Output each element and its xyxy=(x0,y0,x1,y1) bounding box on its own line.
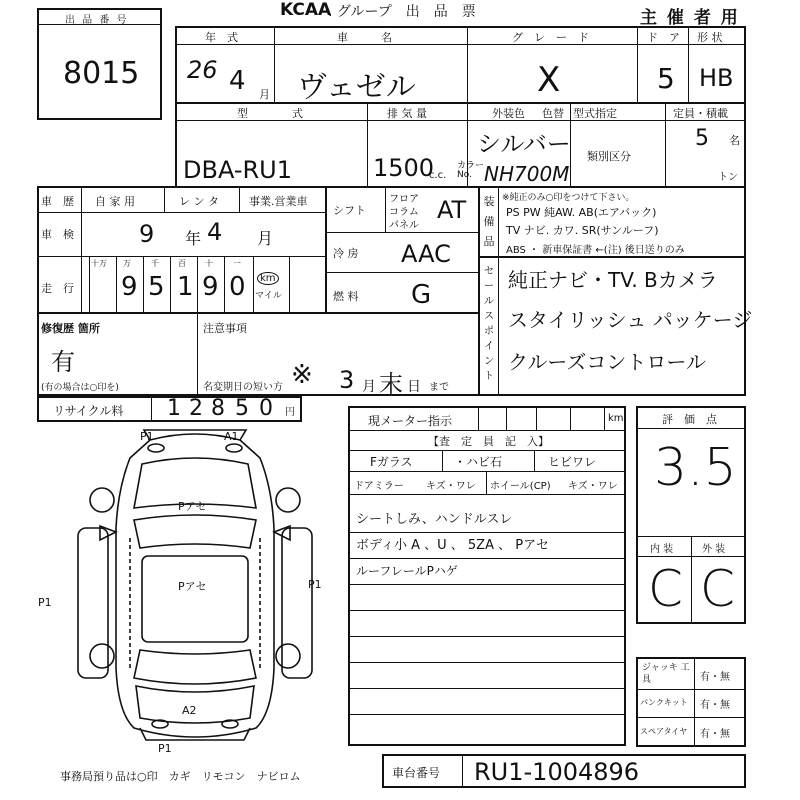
glass-label: Fガラス xyxy=(370,455,413,469)
car-name-label: 車 名 xyxy=(337,31,392,44)
year-label: 年 式 xyxy=(205,31,238,44)
shift-option-column: コラム xyxy=(389,207,419,218)
repair-label: 修復歴 箇所 xyxy=(41,322,100,335)
load-unit: トン xyxy=(718,172,738,183)
mark-top-left: P1 xyxy=(140,430,154,443)
expiry-month: 3 xyxy=(339,366,355,394)
office-note: 事務局預り品は○印 カギ リモコン ナビロム xyxy=(60,770,301,783)
month-value: 4 xyxy=(229,66,246,96)
expiry-day: 末 xyxy=(379,370,403,398)
mileage-unit-1k: 千 xyxy=(151,259,159,268)
capacity-value: 5 xyxy=(695,126,709,151)
wheel-label: ホイール(CP) xyxy=(490,481,551,492)
equipment-block xyxy=(478,186,746,258)
inspection-label: 車 検 xyxy=(41,228,74,241)
meter-unit: km xyxy=(608,413,624,424)
recycle-label: リサイクル料 xyxy=(53,404,124,418)
ac-label: 冷 房 xyxy=(333,247,359,260)
recycle-digit-2: 2 xyxy=(189,396,203,421)
recycle-block xyxy=(37,396,302,422)
chassis-block xyxy=(382,754,746,788)
type-designation-label: 型式指定 xyxy=(573,107,617,120)
displacement-value: 1500 xyxy=(373,154,435,182)
car-name-value: ヴェゼル xyxy=(297,70,416,105)
color-code-value: NH700M xyxy=(484,162,570,186)
accessories-block xyxy=(636,657,746,747)
mark-roof: Pアセ xyxy=(178,580,207,593)
chassis-value: RU1-1004896 xyxy=(474,758,640,786)
shift-option-floor: フロア xyxy=(389,194,419,205)
mile-unit: マイル xyxy=(255,291,282,301)
shift-value: AT xyxy=(437,196,467,224)
wheel-options: キズ・ワレ xyxy=(568,481,618,492)
organizer-label: 主 催 者 用 xyxy=(640,8,740,28)
inspection-year-unit: 年 xyxy=(185,229,202,248)
jack-value: 有・無 xyxy=(700,672,730,683)
year-value: 26 xyxy=(187,56,218,84)
mechanics-block xyxy=(325,186,480,314)
sales-point-1: 純正ナビ・TV. Bカメラ xyxy=(508,268,718,292)
mileage-unit-10k: 万 xyxy=(123,259,131,268)
mileage-unit-100: 百 xyxy=(178,259,186,268)
inspection-month: 4 xyxy=(207,218,223,246)
history-rental: レ ン タ xyxy=(179,195,219,208)
mirror-label: ドアミラー xyxy=(354,481,404,492)
inspector-note-3: ルーフレールPハゲ xyxy=(356,564,458,578)
equipment-line-1: PS PW 純AW. AB(エアバック) xyxy=(506,206,657,219)
form-title: . グループ 出 品 票 xyxy=(328,4,476,20)
expiry-day-unit: 日 xyxy=(407,379,421,395)
exterior-grade: C xyxy=(700,560,735,618)
vehicle-spec-row xyxy=(175,102,746,188)
expiry-suffix: まで xyxy=(429,382,449,393)
puncture-label: パンクキット xyxy=(640,698,688,707)
mileage-unit-100k: 十万 xyxy=(91,259,107,268)
inspector-title: 【査 定 員 記 入】 xyxy=(428,435,549,448)
fuel-value: G xyxy=(411,280,432,310)
mileage-unit-1: 一 xyxy=(233,259,241,268)
shift-option-panel: パネル xyxy=(389,220,419,231)
equipment-note: ※純正のみ○印をつけて下さい。 xyxy=(502,193,635,203)
color-code-label: カラー No. xyxy=(457,161,485,180)
history-label: 車 歴 xyxy=(41,195,74,208)
caution-label: 注意事項 xyxy=(203,322,247,335)
mileage-digit-10: 9 xyxy=(202,272,219,302)
mark-right-side: P1 xyxy=(308,578,322,591)
mark-top-right: A1 xyxy=(224,430,239,443)
equipment-line-3: ABS ・ 新車保証書 ←(注) 後日送りのみ xyxy=(506,245,685,256)
recycle-unit: 円 xyxy=(285,407,295,418)
mileage-digit-100: 1 xyxy=(177,272,194,302)
evaluation-score: 3.5 xyxy=(654,438,737,498)
exterior-color-label: 外装色 xyxy=(492,107,525,120)
brand-logo: KCAA xyxy=(280,0,332,20)
mileage-unit-10: 十 xyxy=(205,259,213,268)
chip-label: ・ハビ石 xyxy=(454,455,503,469)
jack-label: ジャッキ 工 具 xyxy=(642,663,699,685)
inspection-year: 9 xyxy=(139,220,155,248)
recycle-digit-4: 5 xyxy=(235,396,249,421)
km-unit-circled: km xyxy=(257,272,279,285)
equipment-label: 装備品 xyxy=(483,195,495,248)
shift-label: シフト xyxy=(333,204,366,217)
mileage-digit-1k: 5 xyxy=(148,272,165,302)
sales-point-3: クルーズコントロール xyxy=(508,350,706,374)
spare-value: 有・無 xyxy=(700,729,730,740)
chassis-label: 車台番号 xyxy=(392,766,441,780)
equipment-line-2: TV ナビ. カワ. SR(サンルーフ) xyxy=(506,224,659,237)
displacement-label: 排 気 量 xyxy=(387,107,427,120)
month-unit: 月 xyxy=(259,88,270,101)
mark-bottom: P1 xyxy=(158,742,172,755)
mileage-digit-10k: 9 xyxy=(121,272,138,302)
expiry-label: 名変期日の短い方 xyxy=(203,382,283,393)
history-private: 自 家 用 xyxy=(95,195,135,208)
inspector-note-2: ボディ小 A 、U 、 5ZA 、 Pアセ xyxy=(356,538,549,553)
doors-label: ド ア xyxy=(647,31,680,44)
form-header xyxy=(200,0,620,22)
exterior-color-value: シルバー xyxy=(477,130,571,158)
mirror-options: キズ・ワレ xyxy=(426,481,476,492)
recycle-digit-3: 8 xyxy=(211,396,225,421)
lot-number-box xyxy=(37,8,162,120)
mark-rear: A2 xyxy=(182,704,197,717)
class-label: 類別区分 xyxy=(587,150,631,163)
inspection-month-unit: 月 xyxy=(257,229,274,248)
interior-label: 内 装 xyxy=(650,544,674,555)
grade-value: X xyxy=(537,60,561,100)
spare-label: スペアタイヤ xyxy=(640,727,688,736)
shape-value: HB xyxy=(699,64,734,92)
mileage-digit-1: 0 xyxy=(229,272,246,302)
evaluation-label: 評 価 点 xyxy=(662,413,717,426)
lot-number-value: 8015 xyxy=(63,56,140,91)
shape-label: 形 状 xyxy=(697,31,723,44)
expiry-month-unit: 月 xyxy=(362,379,376,395)
model-label: 型 式 xyxy=(237,107,303,120)
sales-point-2: スタイリッシュ パッケージ xyxy=(508,308,753,332)
expiry-mark: ※ xyxy=(291,360,313,390)
recycle-digit-5: 0 xyxy=(259,396,273,421)
lot-number-label: 出 品 番 号 xyxy=(65,15,129,26)
puncture-value: 有・無 xyxy=(700,700,730,711)
inspector-note-1: シートしみ、ハンドルスレ xyxy=(356,512,513,527)
sales-points-block xyxy=(478,256,753,396)
repair-value: 有 xyxy=(51,348,75,376)
fuel-label: 燃 料 xyxy=(333,290,359,303)
evaluation-block xyxy=(636,406,746,624)
recycle-digit-1: 1 xyxy=(167,396,181,421)
history-business: 事業.営業車 xyxy=(249,195,308,208)
capacity-unit: 名 xyxy=(729,134,740,147)
crack-label: ヒビワレ xyxy=(548,455,597,469)
vehicle-basic-row xyxy=(175,26,746,104)
exterior-label: 外 装 xyxy=(702,544,726,555)
mark-hood: Pアセ xyxy=(178,500,207,513)
color-change-label: 色替 xyxy=(542,107,564,120)
mileage-label: 走 行 xyxy=(41,282,74,295)
inspector-block xyxy=(348,406,626,746)
mark-left-side: P1 xyxy=(38,596,52,609)
repair-block xyxy=(37,312,480,396)
ac-value: AAC xyxy=(401,240,451,268)
sales-points-label: セールスポイント xyxy=(484,266,494,382)
displacement-unit: c.c. xyxy=(429,170,447,181)
grade-label: グ レ ー ド xyxy=(512,31,589,44)
history-block xyxy=(37,186,327,314)
meter-label: 現メーター指示 xyxy=(368,414,453,428)
model-value: DBA-RU1 xyxy=(183,156,293,184)
doors-value: 5 xyxy=(657,62,675,95)
capacity-label: 定員・積載 xyxy=(673,107,728,120)
interior-grade: C xyxy=(648,560,683,618)
repair-note: (有の場合は○印を) xyxy=(41,383,119,393)
